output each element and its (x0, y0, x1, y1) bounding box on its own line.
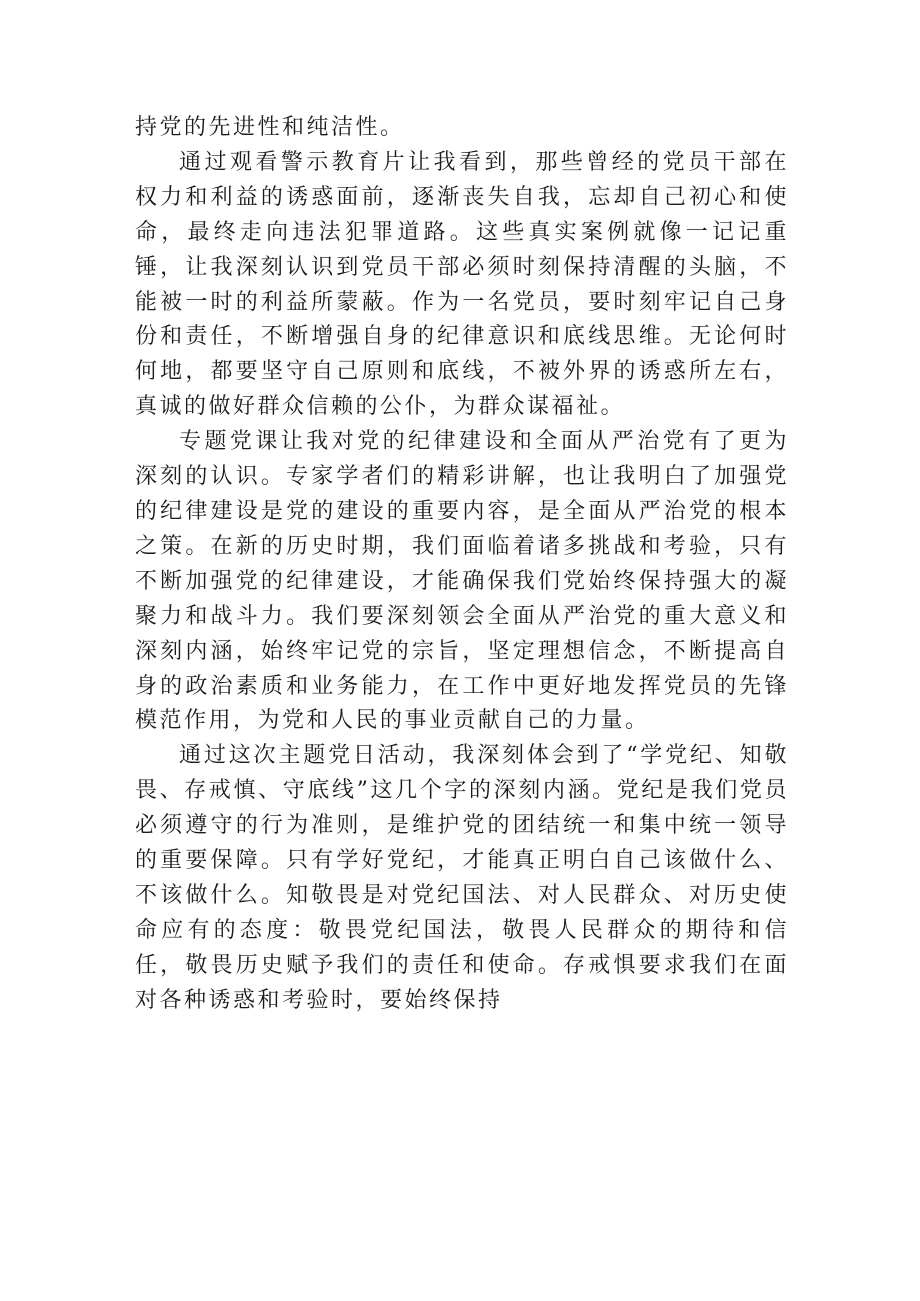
paragraph-theme-day: 通过这次主题党日活动，我深刻体会到了“学党纪、知敬畏、存戒慎、守底线”这几个字的深刻内涵。党纪是我们党员必须遵守的行为准则，是维护党的团结统一和集中统一领导的重要保障。只有学好党纪，才能真正明白自己该做什么、不该做什么。知敬畏是对党纪国法、对人民群众、对历史使命应有的态度：敬畏党纪国法，敬畏人民群众的期待和信任，敬畏历史赋予我们的责任和使命。存戒惧要求我们在面对各种诱惑和考验时，要始终保持 (135, 743, 789, 1013)
paragraph-warning-film: 通过观看警示教育片让我看到，那些曾经的党员干部在权力和利益的诱惑面前，逐渐丧失自我，忘却自己初心和使命，最终走向违法犯罪道路。这些真实案例就像一记记重锤，让我深刻认识到党员干部必须时刻保持清醒的头脑，不能被一时的利益所蒙蔽。作为一名党员，要时刻牢记自己身份和责任，不断增强自身的纪律意识和底线思维。无论何时何地，都要坚守自己原则和底线，不被外界的诱惑所左右，真诚的做好群众信赖的公仆，为群众谋福祉。 (135, 149, 789, 420)
document-body (135, 111, 789, 1019)
paragraph-continued: 持党的先进性和纯洁性。 (135, 115, 405, 140)
paragraph-party-lecture: 专题党课让我对党的纪律建设和全面从严治党有了更为深刻的认识。专家学者们的精彩讲解，也让我明白了加强党的纪律建设是党的建设的重要内容，是全面从严治党的根本之策。在新的历史时期，我们面临着诸多挑战和考验，只有不断加强党的纪律建设，才能确保我们党始终保持强大的凝聚力和战斗力。我们要深刻领会全面从严治党的重大意义和深刻内涵，始终牢记党的宗旨，坚定理想信念，不断提高自身的政治素质和业务能力，在工作中更好地发挥党员的先锋模范作用，为党和人民的事业贡献自己的力量。 (135, 429, 789, 734)
